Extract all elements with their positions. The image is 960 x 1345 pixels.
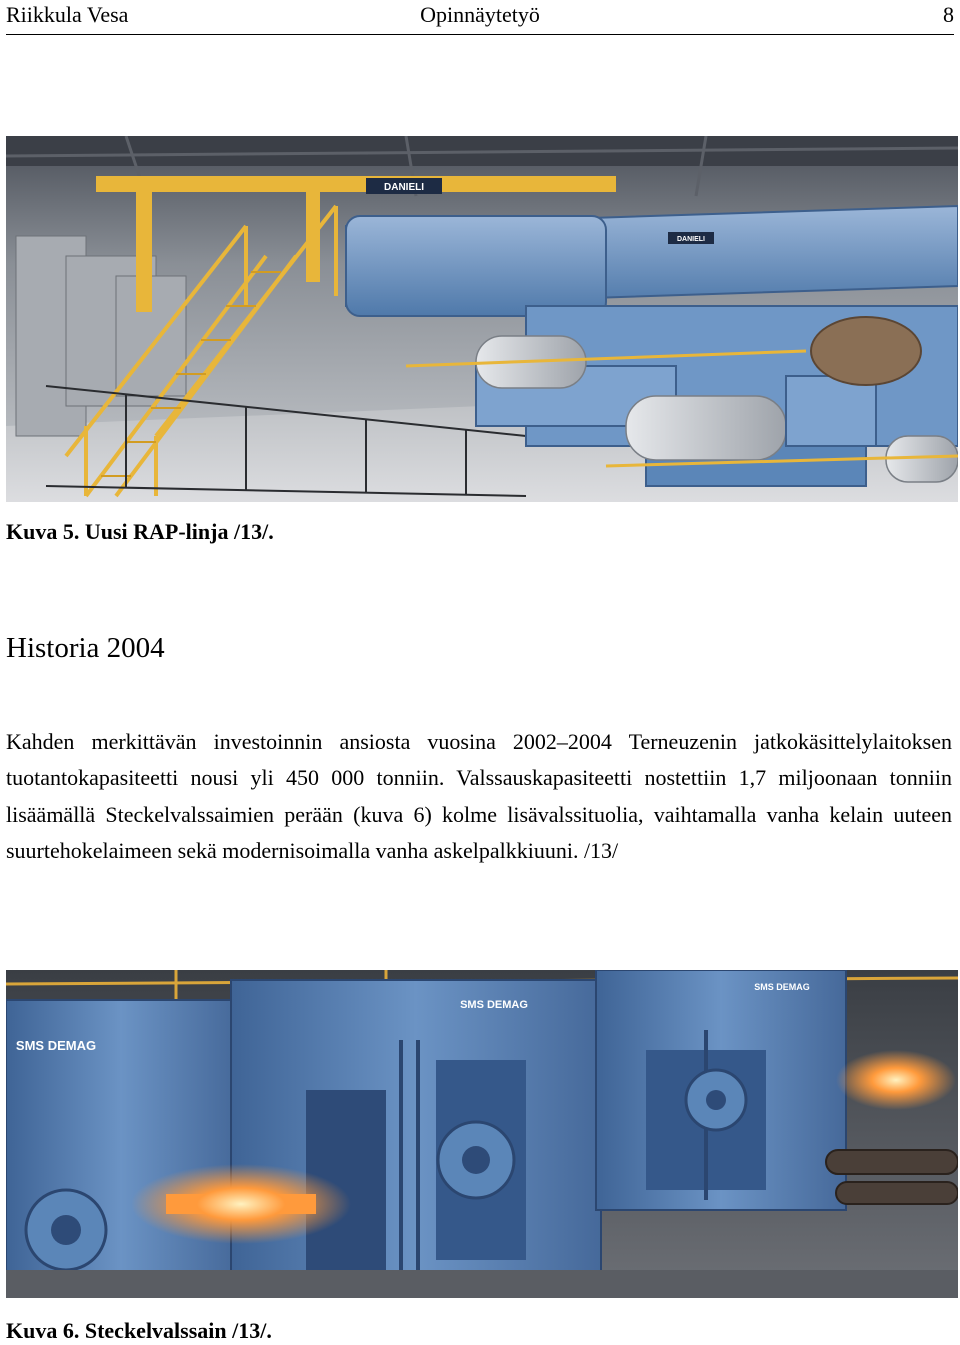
rap-line-illustration [6,136,958,502]
signage-danieli-1: DANIELI [384,182,424,193]
figure-rap-line-photo [6,136,958,502]
signage-sms-demag-2: SMS DEMAG [460,999,528,1011]
figure1-caption: Kuva 5. Uusi RAP-linja /13/. [6,519,274,544]
header-author: Riikkula Vesa [6,2,129,27]
header-page-number: 8 [943,2,954,27]
section-paragraph: Kahden merkittävän investoinnin ansiosta vuosina 2002–2004 Terneuzenin jatkokäsittelylaitoksen tuotantokapasiteetti nousi yli 450 000 tonniin. Valssauskapasiteetti nostettiin 1,7 miljoonaan tonniin lisäämällä Steckelvalssaimien perään (kuva 6) kolme lisävalssituolia, vaihtamalla vanha kelain uuteen suurtehokelaimeen sekä modernisoimalla vanha askelpalkkiuuni. /13/ [6,729,952,863]
signage-sms-demag-1: SMS DEMAG [15,1038,97,1053]
header-rule [6,34,954,35]
steckel-mill-illustration [6,970,958,1298]
figure2-caption: Kuva 6. Steckelvalssain /13/. [6,1318,272,1343]
page-header [6,0,954,30]
signage-danieli-2: DANIELI [677,236,705,243]
section-heading: Historia 2004 [6,632,165,665]
figure-steckel-mill-photo [6,970,958,1298]
header-doc-type: Opinnäytetyö [420,2,540,27]
signage-sms-demag-3: SMS DEMAG [754,982,810,992]
